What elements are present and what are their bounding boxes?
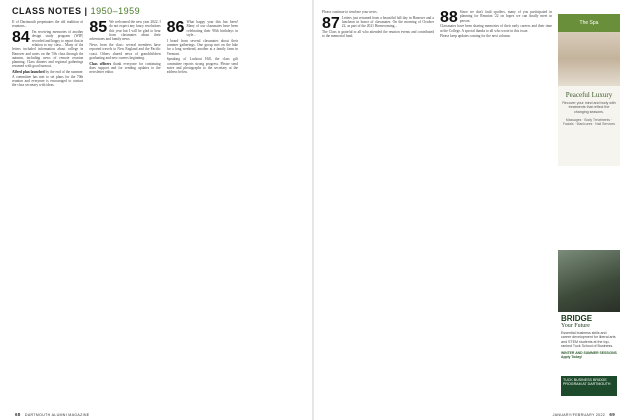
left-page xyxy=(0,0,312,420)
class-year-number: 85 xyxy=(89,20,108,36)
column-1 xyxy=(12,20,83,406)
paragraph-text: Many of the letters included information about college in Hanover and notes on the '50s class through the autumn, including news of remote reunion planning. Class dinners and regional gatherings resumed with good turnout. xyxy=(12,42,84,69)
publication-name: DARTMOUTH ALUMNI MAGAZINE xyxy=(24,413,90,417)
class-year-number: 86 xyxy=(166,20,185,36)
page-number: 69 xyxy=(609,412,615,417)
paragraph: If of Dartmouth perpetuates the old tradition of reunions... xyxy=(12,20,84,29)
paragraph: Please keep updates coming for the next column. xyxy=(440,34,511,39)
paragraph xyxy=(89,62,160,75)
ad-subhead: Recover your mind and body with treatments that reflect the changing seasons. xyxy=(562,101,616,114)
ad-headline: Peaceful Luxury xyxy=(565,91,613,99)
paragraph xyxy=(167,20,238,37)
bold-name: Alfred plan launched xyxy=(12,70,45,75)
bridge-title: BRIDGE xyxy=(561,314,593,323)
left-columns xyxy=(12,20,238,406)
class-year-number: 87 xyxy=(322,14,340,32)
bridge-body: Essential business skills and career development for liberal arts and STEM students at the top-ranked Tuck School of Business. xyxy=(561,331,616,349)
section-years: 1950–1959 xyxy=(90,6,141,16)
bridge-cta[interactable]: WINTER AND SUMMER SESSIONS Apply Today! xyxy=(561,350,617,359)
paragraph: I heard from several classmates about their summer gatherings. One group met on the lake for a long weekend, another at a family farm in Vermont. xyxy=(166,38,238,56)
paragraph: The Class is grateful to all who attended the reunion events and contributed to the memorial fund. xyxy=(322,30,434,39)
paragraph xyxy=(12,30,83,69)
column-1 xyxy=(322,10,434,406)
paragraph-text: Since we don't fault spoilers, many of you participated in planning for Reunion '22 on hopes we can finally meet in person. xyxy=(459,10,552,23)
right-columns xyxy=(322,10,552,406)
right-page xyxy=(314,0,626,420)
paragraph: News from the class: several members have reported travels to New England and the Pacific coast. Others shared news of grandchildren graduating and new careers beginning. xyxy=(89,42,161,60)
paragraph-text: Letters just returned from a beautiful fall day in Hanover and a luncheon in honor of classmates. On the morning of October 22, as part of the 2021 Homecoming... xyxy=(341,15,434,29)
issue-date: JANUARY/FEBRUARY 2022 xyxy=(552,413,606,417)
paragraph: Speaking of Lookout Hill, the class gift committee reports strong progress. Please send notes and photographs to the secretary at the address below. xyxy=(166,57,238,75)
paragraph-text: I'm receiving memories of another design study program (WIP) recorded and happy to report that in relation to my class... xyxy=(31,30,84,47)
paragraph-text: What happy year this has been! Many of our classmates have been celebrating their 90th birthdays in style... xyxy=(186,20,238,37)
paragraph: Please continue to send me your news. xyxy=(322,10,378,14)
page-number: 68 xyxy=(15,412,21,417)
paragraph xyxy=(89,20,160,41)
paragraph-text: by the end of the summer. A committee has met to set plans for the 70th reunion and everyone is encouraged to contact the class secretary with ideas. xyxy=(12,70,84,88)
column-2 xyxy=(440,10,552,406)
spa-badge: The Spa xyxy=(558,14,620,32)
tuck-logo: TUCK BUSINESS BRIDGE PROGRAM AT DARTMOUTH xyxy=(561,376,617,396)
bridge-ad[interactable] xyxy=(558,250,620,400)
paragraph-text: We welcomed the new year 2022. I do not expect any fancy resolutions this year but I will be glad to hear from classmates about their adventures and family news. xyxy=(89,20,161,42)
spa-ad-image[interactable] xyxy=(558,14,620,86)
page-footer xyxy=(553,412,618,417)
section-title: CLASS NOTES xyxy=(12,6,82,16)
paragraph-text: thank everyone for continuing dues support and for sending updates to the newsletter editor. xyxy=(89,61,161,75)
bridge-subtitle: Your Future xyxy=(561,323,590,329)
class-year-number: 88 xyxy=(440,10,458,26)
bridge-photo xyxy=(558,250,620,312)
spa-ad-text[interactable] xyxy=(558,86,620,166)
page-footer xyxy=(12,412,89,417)
section-header xyxy=(12,6,304,18)
bold-name: Class officers xyxy=(89,61,112,66)
column-2 xyxy=(89,20,160,406)
paragraph xyxy=(440,10,552,26)
spa-photo xyxy=(558,32,620,86)
class-year-number: 84 xyxy=(12,29,30,47)
column-3 xyxy=(167,20,238,406)
section-divider: | xyxy=(84,6,91,16)
paragraph xyxy=(322,14,434,32)
paragraph: Classmates have been sharing memories of their early careers and their time at the College. A special thanks to all who wrote in this issue. xyxy=(440,24,552,33)
paragraph xyxy=(12,70,83,87)
ad-services: Massages · Body Treatments · Facials · Manicures · Nail Services xyxy=(562,118,616,127)
